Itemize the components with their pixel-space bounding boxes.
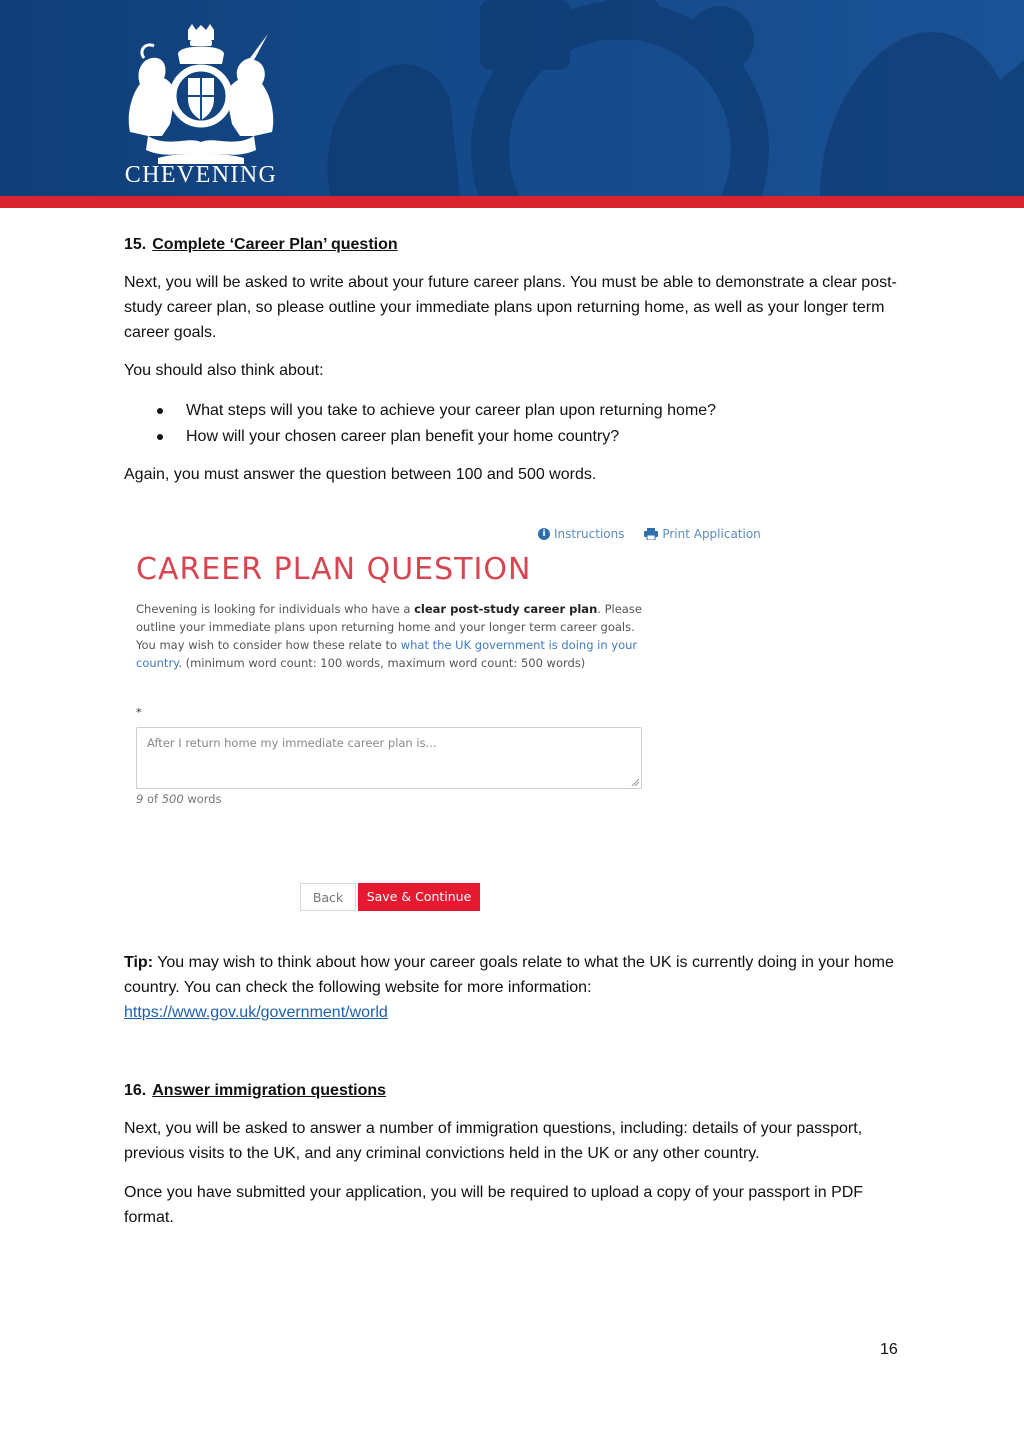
save-continue-button[interactable]: Save & Continue [358, 883, 480, 911]
section-16-heading [124, 1078, 904, 1103]
header-banner [0, 0, 1024, 196]
career-plan-description: Chevening is looking for individuals who have a clear post-study career plan. Please outline your immediate plans upon returning home and your longer term career goals. You may wish to consider how these relate to what the UK government is doing in your country. (minimum word count: 100 words, maximum word count: 500 words) [136, 602, 642, 670]
section-16-title: Answer immigration questions [152, 1082, 387, 1099]
chevening-wordmark: CHEVENING [124, 162, 278, 188]
section-16-para1: Next, you will be asked to answer a number of immigration questions, including: details of your passport, previous visits to the UK, and any criminal convictions held in the UK or any other country. [124, 1120, 863, 1162]
page-number: 16 [880, 1341, 898, 1358]
required-marker: * [136, 706, 142, 719]
section-16-number: 16. [124, 1082, 147, 1099]
word-counter: 9 of 500 words [136, 792, 222, 806]
royal-coat-of-arms-icon [118, 24, 284, 164]
bullet-icon [157, 434, 163, 440]
career-plan-textarea[interactable] [136, 727, 642, 789]
section-15 [124, 232, 904, 257]
resize-grip-icon[interactable] [631, 778, 639, 786]
section-15-para2: You should also think about: [124, 362, 324, 379]
section-16-para2: Once you have submitted your application, you will be required to upload a copy of your passport in PDF format. [124, 1184, 864, 1226]
back-button[interactable]: Back [300, 883, 356, 911]
instructions-link[interactable]: i Instructions [538, 526, 624, 541]
career-plan-screenshot [128, 520, 778, 920]
printer-icon [644, 528, 658, 540]
info-icon: i [538, 528, 550, 540]
top-links [538, 526, 777, 541]
section-15-bullets [124, 398, 904, 450]
list-item: How will your chosen career plan benefit your home country? [124, 424, 904, 450]
section-15-heading [124, 232, 904, 257]
textarea-placeholder: After I return home my immediate career plan is... [147, 736, 437, 750]
tip-paragraph: Tip: You may wish to think about how your career goals relate to what the UK is currently doing in your home country. You can check the following website for more information: https://www.gov.uk/government/world [124, 954, 894, 1021]
bullet-icon [157, 408, 163, 414]
section-15-title: Complete ‘Career Plan’ question [152, 236, 398, 253]
uk-government-link[interactable]: what the UK government is doing in your country [136, 638, 638, 670]
section-15-para3: Again, you must answer the question between 100 and 500 words. [124, 466, 597, 483]
section-15-para1: Next, you will be asked to write about your future career plans. You must be able to demonstrate a clear post-study career plan, so please outline your immediate plans upon returning home, as well as your longer term career goals. [124, 274, 897, 341]
career-plan-title: CAREER PLAN QUESTION [136, 552, 532, 587]
tip-label: Tip: [124, 954, 154, 971]
header-red-rule [0, 196, 1024, 208]
gov-uk-world-link[interactable]: https://www.gov.uk/government/world [124, 1004, 388, 1021]
list-item: What steps will you take to achieve your career plan upon returning home? [124, 398, 904, 424]
section-15-number: 15. [124, 236, 147, 253]
print-application-link[interactable]: Print Application [644, 526, 760, 541]
section-16 [124, 1078, 904, 1103]
